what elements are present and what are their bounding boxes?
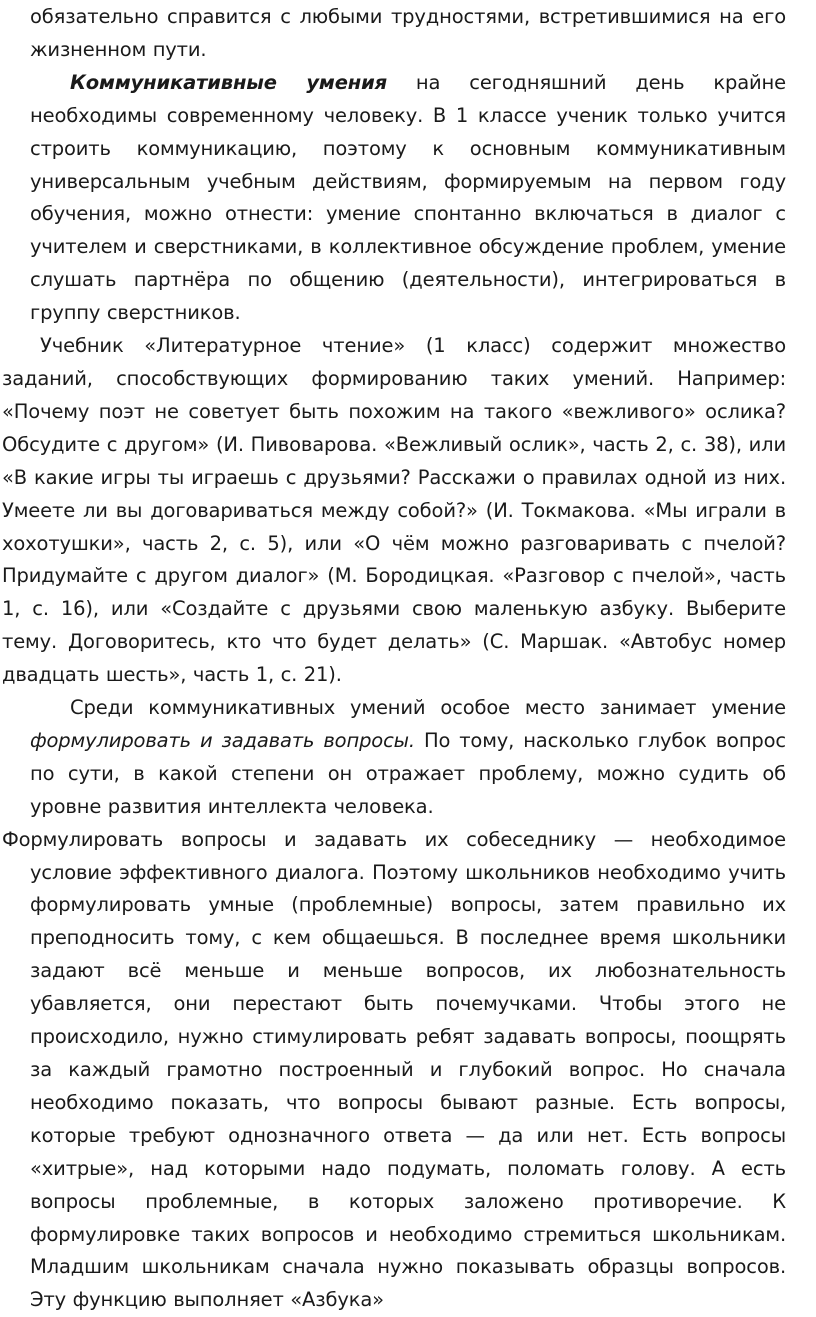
- emphasized-phrase: формулировать и задавать вопросы.: [30, 728, 415, 752]
- paragraph-text: Учебник «Литературное чтение» (1 класс) содержит множество заданий, способствующих формированию таких умений. Например: «Почему поэт не советует быть похожим на такого «вежливого» ослика? Обсудите с другом» (И. Пивоварова. «Вежливый ослик», часть 2, с. 38), или «В какие игры ты играешь с друзьями? Расскажи о правилах одной из них. Умеете ли вы договариваться между собой?» (И. Токмакова. «Мы играли в хохотушки», часть 2, с. 5), или «О чём можно разговаривать с пчелой? Придумайте с другом диалог» (М. Бородицкая. «Разговор с пчелой», часть 1, с. 16), или «Создайте с друзьями свою маленькую азбуку. Выберите тему. Договоритесь, кто что будет делать» (С. Маршак. «Автобус номер двадцать шесть», часть 1, с. 21).: [2, 334, 786, 687]
- paragraph-asking-questions: [30, 692, 786, 824]
- paragraph-text-after: По тому, насколько глубок вопрос по сути, в какой степени он отражает проблему, можно судить об уровне развития интеллекта человека.: [30, 728, 786, 818]
- paragraph-communicative-skills: [30, 67, 786, 330]
- paragraph-text: обязательно справится с любыми трудностями, встретившимися на его жизненном пути.: [30, 5, 786, 61]
- paragraph-text-before: Среди коммуникативных умений особое место занимает умение: [70, 696, 786, 720]
- paragraph-text: Формулировать вопросы и задавать их собеседнику — необходимое условие эффективного диалога. Поэтому школьников необходимо учить формулировать умные (проблемные) вопросы, затем правильно их преподносить тому, с кем общаешься. В последнее время школьники задают всё меньше и меньше вопросов, их любознательность убавляется, они перестают быть почемучками. Чтобы этого не происходило, нужно стимулировать ребят задавать вопросы, поощрять за каждый грамотно построенный и глубокий вопрос. Но сначала необходимо показать, что вопросы бывают разные. Есть вопросы, которые требуют однозначного ответа — да или нет. Есть вопросы «хитрые», над которыми надо подумать, поломать голову. А есть вопросы проблемные, в которых заложено противоречие. К формулировке таких вопросов и необходимо стремиться школьникам. Младшим школьникам сначала нужно показывать образцы вопросов. Эту функцию выполняет «Азбука»: [2, 827, 786, 1312]
- paragraph-text: на сегодняшний день крайне необходимы современному человеку. В 1 классе ученик только учится строить коммуникацию, поэтому к основным коммуникативным универсальным учебным действиям, формируемым на первом году обучения, можно отнести: умение спонтанно включаться в диалог с учителем и сверстниками, в коллективное обсуждение проблем, умение слушать партнёра по общению (деятельности), интегрироваться в группу сверстников.: [30, 70, 786, 325]
- paragraph-continuation: [30, 1, 786, 67]
- emphasized-term: Коммуникативные умения: [70, 70, 387, 94]
- paragraph-question-formulation: [2, 824, 786, 1317]
- paragraph-textbook-examples: [2, 330, 786, 692]
